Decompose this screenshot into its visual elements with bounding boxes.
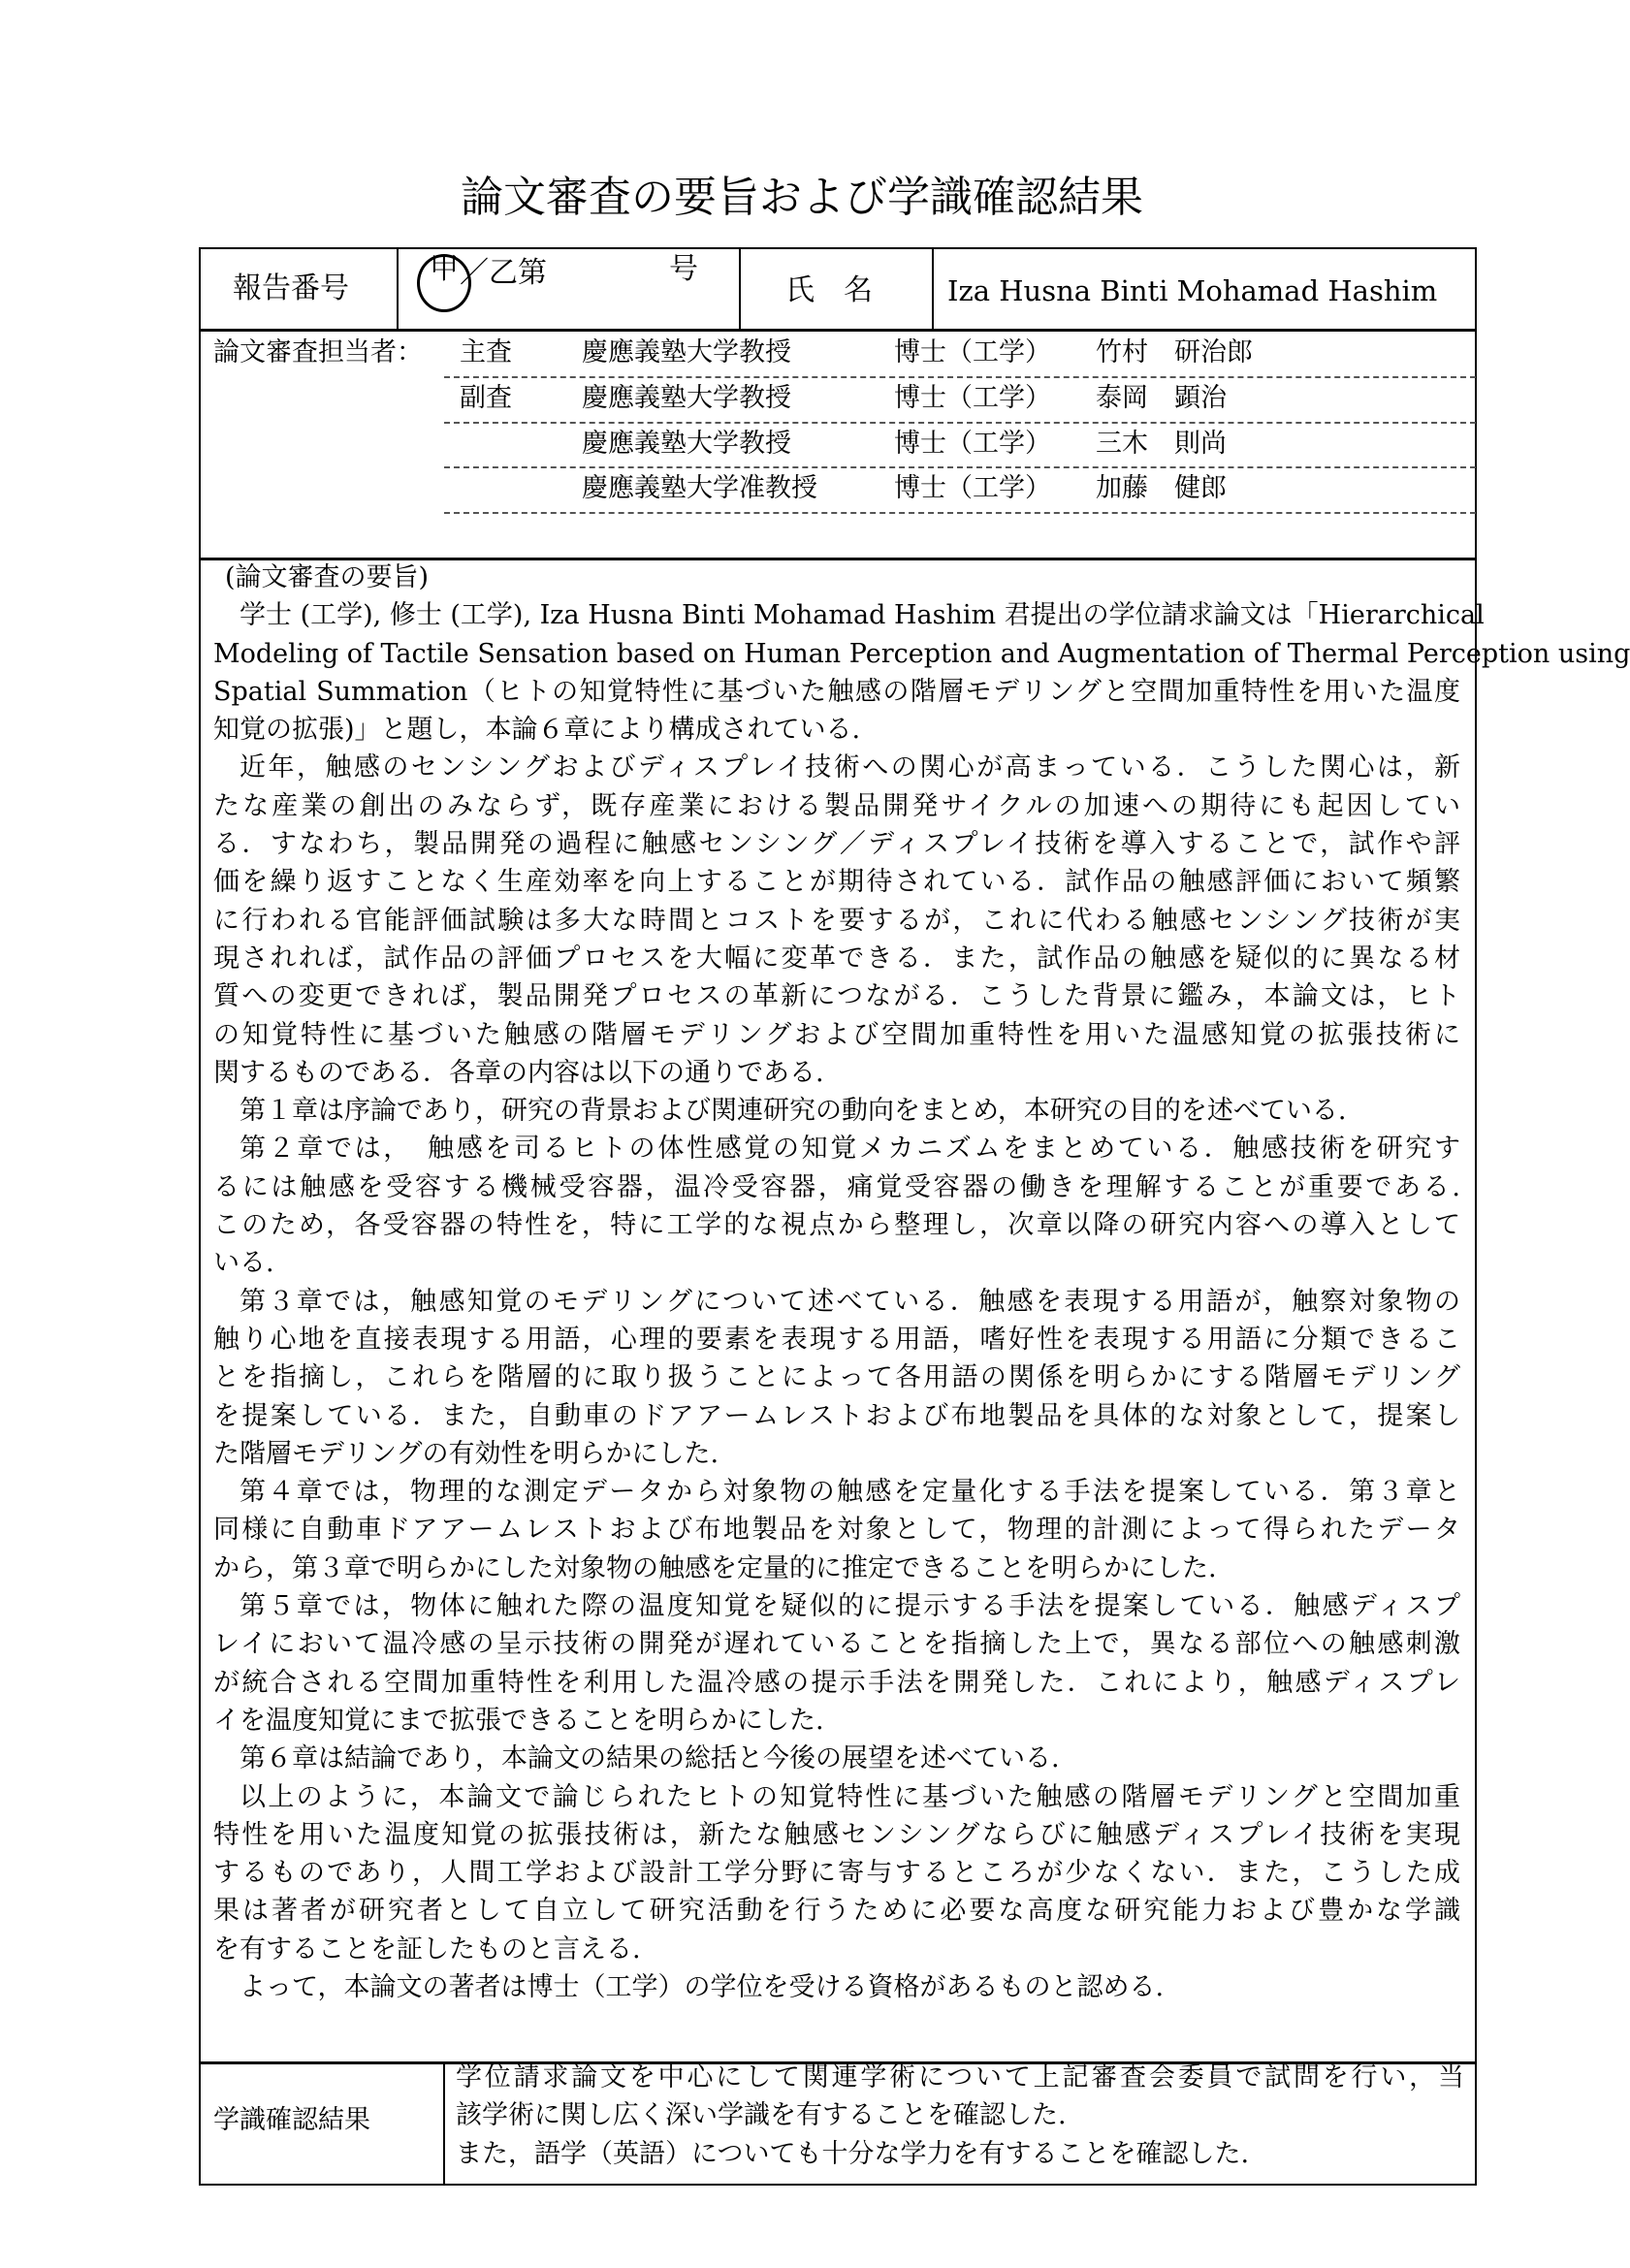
summary-paragraph — [213, 1587, 1460, 1740]
summary-line: 触り心地を直接表現する用語，心理的要素を表現する用語，嗜好性を表現する用語に分類できるこ — [213, 1324, 1460, 1355]
summary-line: に行われる官能評価試験は多大な時間とコストを要するが，これに代わる触感センシング技術が実 — [213, 905, 1460, 936]
summary-line: 特性を用いた温度知覚の拡張技術は，新たな触感センシングならびに触感ディスプレイ技術を実現 — [213, 1819, 1460, 1850]
summary-line: いる. — [213, 1248, 274, 1279]
result-line: また，語学（英語）についても十分な学力を有することを確認した. — [456, 2138, 1250, 2169]
divider — [443, 2062, 445, 2186]
summary-line: 第５章では，物体に触れた際の温度知覚を疑似的に提示する手法を提案している．触感ディスプ — [240, 1591, 1460, 1622]
summary-line: するものであり，人間工学および設計工学分野に寄与するところが少なくない．また，こうした成 — [213, 1858, 1460, 1889]
summary-line: 第２章では， 触感を司るヒトの体性感覚の知覚メカニズムをまとめている．触感技術を研究す — [240, 1134, 1460, 1165]
summary-line: 第３章では，触感知覚のモデリングについて述べている．触感を表現する用語が，触察対象物の — [240, 1286, 1460, 1317]
summary-line: 学士 (工学), 修士 (工学), Iza Husna Binti Mohamad Hashim 君提出の学位請求論文は「Hierarchical — [240, 600, 1485, 631]
summary-line: 近年，触感のセンシングおよびディスプレイ技術への関心が高まっている．こうした関心は，新 — [240, 752, 1460, 783]
summary-line: レイにおいて温冷感の呈示技術の開発が遅れていることを指摘した上で，異なる部位への触感刺激 — [213, 1629, 1460, 1660]
summary-line: 第６章は結論であり，本論文の結果の総括と今後の展望を述べている. — [240, 1743, 1060, 1774]
name-value: Iza Husna Binti Mohamad Hashim — [947, 274, 1438, 307]
summary-line: このため，各受容器の特性を，特に工学的な視点から整理し，次章以降の研究内容への導入として — [213, 1210, 1460, 1241]
summary-paragraph — [213, 1473, 1460, 1587]
gou-label: 号 — [669, 252, 698, 286]
review-summary — [213, 559, 1630, 2006]
member-name: 竹村 研治郎 — [1096, 337, 1253, 367]
committee-label: 論文審査担当者： — [213, 337, 423, 367]
member-affiliation: 慶應義塾大学准教授 — [582, 473, 817, 503]
summary-paragraph — [213, 1740, 1460, 1777]
summary-line: 同様に自動車ドアアームレストおよび布地製品を対象として，物理的計測によって得られたデータ — [213, 1515, 1460, 1546]
result-line: 学位請求論文を中心にして関連学術について上記審査会委員で試問を行い，当 — [456, 2062, 1464, 2092]
member-degree: 博士（工学） — [894, 337, 1051, 367]
dashed-divider — [444, 466, 1476, 468]
summary-line: 関するものである．各章の内容は以下の通りである. — [213, 1057, 824, 1088]
summary-paragraph — [213, 1092, 1460, 1130]
summary-paragraph — [213, 1283, 1460, 1473]
summary-line: よって，本論文の著者は博士（工学）の学位を受ける資格があるものと認める. — [240, 1971, 1165, 2002]
member-name: 加藤 健郎 — [1096, 473, 1227, 503]
member-degree: 博士（工学） — [894, 383, 1051, 413]
divider — [739, 247, 741, 330]
summary-line: 現されれば，試作品の評価プロセスを大幅に変革できる．また，試作品の触感を疑似的に異なる材 — [213, 942, 1460, 974]
member-role: 主査 — [460, 337, 512, 367]
divider — [932, 247, 934, 330]
kou-option: 甲 — [430, 252, 459, 286]
summary-line: 知覚の拡張)」と題し，本論６章により構成されている. — [213, 715, 861, 746]
member-degree: 博士（工学） — [894, 473, 1051, 503]
summary-line: とを指摘し，これらを階層的に取り扱うことによって各用語の関係を明らかにする階層モデリング — [213, 1362, 1460, 1393]
result-text — [456, 2059, 1464, 2173]
summary-paragraph — [213, 1130, 1460, 1282]
divider — [199, 329, 1477, 332]
summary-line: Spatial Summation（ヒトの知覚特性に基づいた触感の階層モデリングと空間加重特性を用いた温度 — [213, 676, 1460, 707]
summary-line: イを温度知覚にまで拡張できることを明らかにした. — [213, 1705, 824, 1736]
summary-line: 質への変更できれば，製品開発プロセスの革新につながる．こうした背景に鑑み，本論文は，ヒト — [213, 981, 1460, 1012]
member-role: 副査 — [460, 383, 512, 413]
member-name: 三木 則尚 — [1096, 429, 1227, 459]
dashed-divider — [444, 376, 1476, 378]
summary-line: たな産業の創出のみならず，既存産業における製品開発サイクルの加速への期待にも起因してい — [213, 790, 1460, 821]
summary-paragraph — [213, 749, 1460, 1092]
member-degree: 博士（工学） — [894, 429, 1051, 459]
dashed-divider — [444, 422, 1476, 424]
summary-line: 第１章は序論であり，研究の背景および関連研究の動向をまとめ，本研究の目的を述べている. — [240, 1096, 1347, 1127]
summary-line: た階層モデリングの有効性を明らかにした. — [213, 1438, 719, 1469]
page-title: 論文審査の要旨および学識確認結果 — [461, 173, 1143, 222]
summary-line: から，第３章で明らかにした対象物の触感を定量的に推定できることを明らかにした. — [213, 1552, 1217, 1583]
summary-line: が統合される空間加重特性を利用した温冷感の提示手法を開発した．これにより，触感ディスプレ — [213, 1667, 1460, 1698]
result-line: 該学術に関し広く深い学識を有することを確認した. — [456, 2100, 1067, 2131]
divider — [397, 247, 399, 330]
summary-line: る．すなわち，製品開発の過程に触感センシング／ディスプレイ技術を導入することで，試作や評 — [213, 829, 1460, 860]
dashed-divider — [444, 512, 1476, 514]
summary-paragraph — [213, 1778, 1460, 1968]
summary-heading: (論文審査の要旨) — [225, 562, 430, 592]
summary-line: を有することを証したものと言える. — [213, 1933, 641, 1965]
member-name: 泰岡 顕治 — [1096, 383, 1227, 413]
summary-line: 果は著者が研究者として自立して研究活動を行うために必要な高度な研究能力および豊かな学識 — [213, 1896, 1460, 1927]
summary-line: 価を繰り返すことなく生産効率を向上することが期待されている．試作品の触感評価において頻繁 — [213, 867, 1460, 898]
summary-line: Modeling of Tactile Sensation based on Human Perception and Augmentation of Thermal Perception using — [213, 638, 1630, 669]
member-affiliation: 慶應義塾大学教授 — [582, 383, 791, 413]
summary-paragraph — [213, 596, 1630, 749]
summary-line: 以上のように，本論文で論じられたヒトの知覚特性に基づいた触感の階層モデリングと空間加重 — [240, 1781, 1460, 1812]
member-affiliation: 慶應義塾大学教授 — [582, 337, 791, 367]
report-number-label: 報告番号 — [233, 272, 349, 305]
summary-paragraph — [213, 1968, 1460, 2006]
summary-line: 第４章では，物理的な測定データから対象物の触感を定量化する手法を提案している．第３章と — [240, 1477, 1460, 1508]
summary-line: を提案している．また，自動車のドアアームレストおよび布地製品を具体的な対象として，提案し — [213, 1400, 1460, 1431]
summary-line: るには触感を受容する機械受容器，温冷受容器，痛覚受容器の働きを理解することが重要である. — [213, 1171, 1460, 1202]
name-label: 氏 名 — [785, 273, 873, 307]
result-label: 学識確認結果 — [213, 2105, 370, 2135]
member-affiliation: 慶應義塾大学教授 — [582, 429, 791, 459]
report-number-value: ／乙第 — [460, 256, 547, 290]
summary-line: の知覚特性に基づいた触感の階層モデリングおよび空間加重特性を用いた温感知覚の拡張技術に — [213, 1019, 1460, 1050]
